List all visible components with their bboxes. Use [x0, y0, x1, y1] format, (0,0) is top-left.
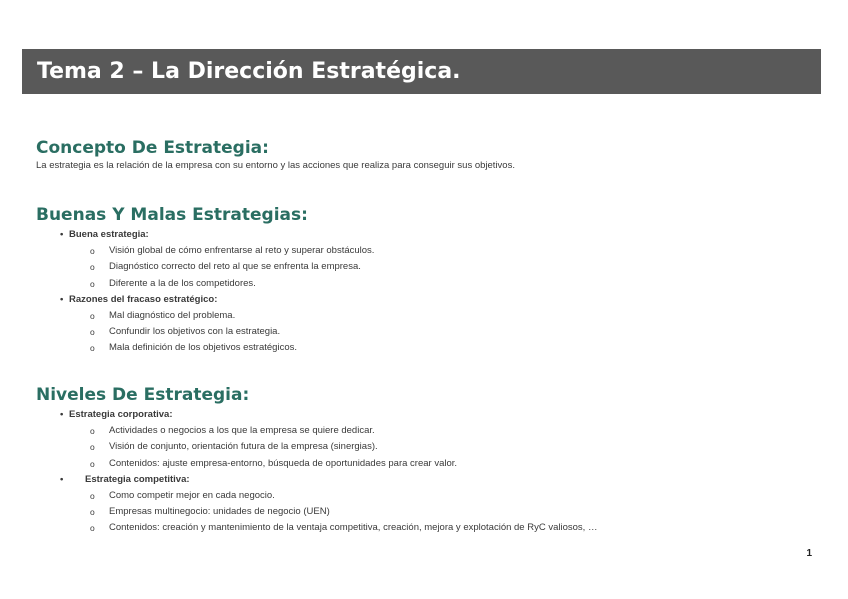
sub-list-item: o Actividades o negocios a los que la empresa se quiere dedicar. [36, 423, 828, 439]
list-item [36, 292, 828, 357]
bullet-label: • Buena estrategia: [36, 227, 828, 243]
sub-list [36, 308, 828, 357]
section-heading: Niveles De Estrategia: [36, 385, 250, 405]
sub-list-item: o Visión de conjunto, orientación futura de la empresa (sinergias). [36, 439, 828, 455]
sub-list-item: o Contenidos: creación y mantenimiento de la ventaja competitiva, creación, mejora y explotación de RyC valiosos, … [36, 520, 828, 536]
list-item [36, 227, 828, 292]
sub-list-item: o Visión global de cómo enfrentarse al reto y superar obstáculos. [36, 243, 828, 259]
sub-list-item: o Mala definición de los objetivos estratégicos. [36, 340, 828, 356]
sub-list [36, 488, 828, 537]
page-title: Tema 2 – La Dirección Estratégica. [22, 49, 821, 94]
list-item [36, 472, 828, 537]
sub-list [36, 423, 828, 472]
sub-list-item: o Contenidos: ajuste empresa-entorno, búsqueda de oportunidades para crear valor. [36, 456, 828, 472]
bullet-label: • Estrategia competitiva: [36, 472, 828, 488]
list-item [36, 407, 828, 472]
sub-list [36, 243, 828, 292]
page-number: 1 [806, 548, 812, 559]
section-niveles [36, 384, 828, 537]
section-buenas-malas [36, 204, 828, 357]
bullet-label: • Estrategia corporativa: [36, 407, 828, 423]
sub-list-item: o Mal diagnóstico del problema. [36, 308, 828, 324]
sub-list-item: o Diferente a la de los competidores. [36, 276, 828, 292]
sub-list-item: o Confundir los objetivos con la estrategia. [36, 324, 828, 340]
sub-list-item: o Diagnóstico correcto del reto al que se enfrenta la empresa. [36, 259, 828, 275]
bullet-list [36, 227, 828, 357]
section-paragraph: La estrategia es la relación de la empresa con su entorno y las acciones que realiza para conseguir sus objetivos. [36, 160, 515, 171]
bullet-label: • Razones del fracaso estratégico: [36, 292, 828, 308]
section-heading: Concepto De Estrategia: [36, 138, 269, 158]
section-concepto [36, 137, 828, 173]
sub-list-item: o Como competir mejor en cada negocio. [36, 488, 828, 504]
sub-list-item: o Empresas multinegocio: unidades de negocio (UEN) [36, 504, 828, 520]
bullet-list [36, 407, 828, 537]
section-heading: Buenas Y Malas Estrategias: [36, 205, 308, 225]
